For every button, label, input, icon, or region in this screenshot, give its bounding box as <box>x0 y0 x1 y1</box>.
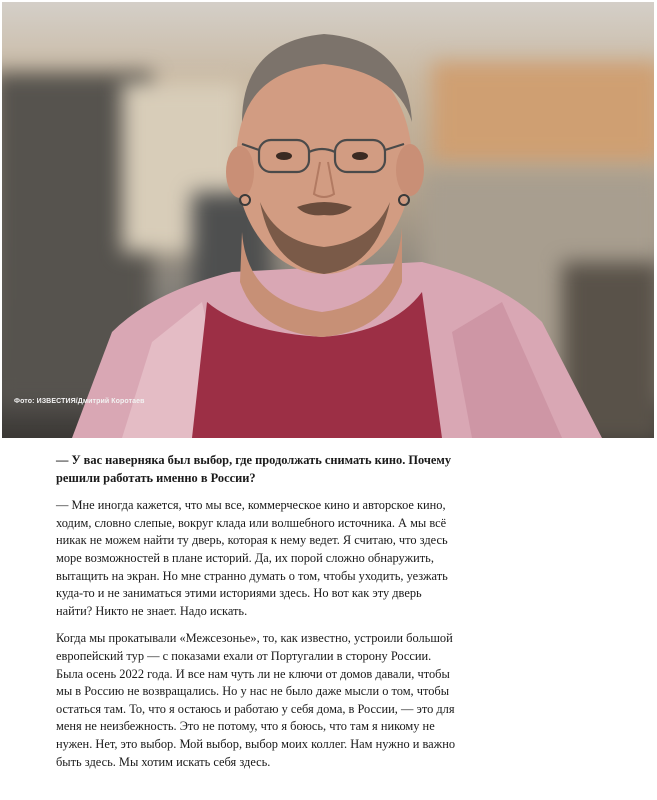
interview-question: — У вас наверняка был выбор, где продолжать снимать кино. Почему решили работать именно в России? <box>56 453 452 485</box>
interview-answer-paragraph-2: Когда мы прокатывали «Межсезонье», то, как известно, устроили большой европейский тур — с показами ехали от Португалии в сторону России. Была осень 2022 года. И все нам чуть ли не ключи от домов давали, чтобы мы в Россию не возвращались. Но у нас не было даже мысли о том, чтобы остаться там. То, что я остаюсь и работаю у себя дома, в России, — это для меня не неизбежность. Это не потому, что я боюсь, что там я никому не нужен. Нет, это выбор. Мой выбор, выбор моих коллег. Нам нужно и важно быть здесь. Мы хотим искать себя здесь. <box>56 631 456 769</box>
interview-answer-paragraph-1: — Мне иногда кажется, что мы все, коммерческое кино и авторское кино, ходим, словно слепые, вокруг клада или волшебного источника. А мы всё никак не можем найти ту дверь, которая к нему ведет. Я считаю, что здесь море возможностей в плане историй. Да, их порой сложно обнаружить, вытащить на экран. Но мне странно думать о том, чтобы уходить, уезжать куда-то и не заниматься этими историями здесь. Но вот как эту дверь найти? Никто не знает. Надо искать. <box>56 498 448 618</box>
article-photo <box>2 2 654 438</box>
photo-credit: Фото: ИЗВЕСТИЯ/Дмитрий Коротаев <box>14 398 145 405</box>
article-body <box>56 452 456 781</box>
portrait-figure <box>2 2 654 438</box>
